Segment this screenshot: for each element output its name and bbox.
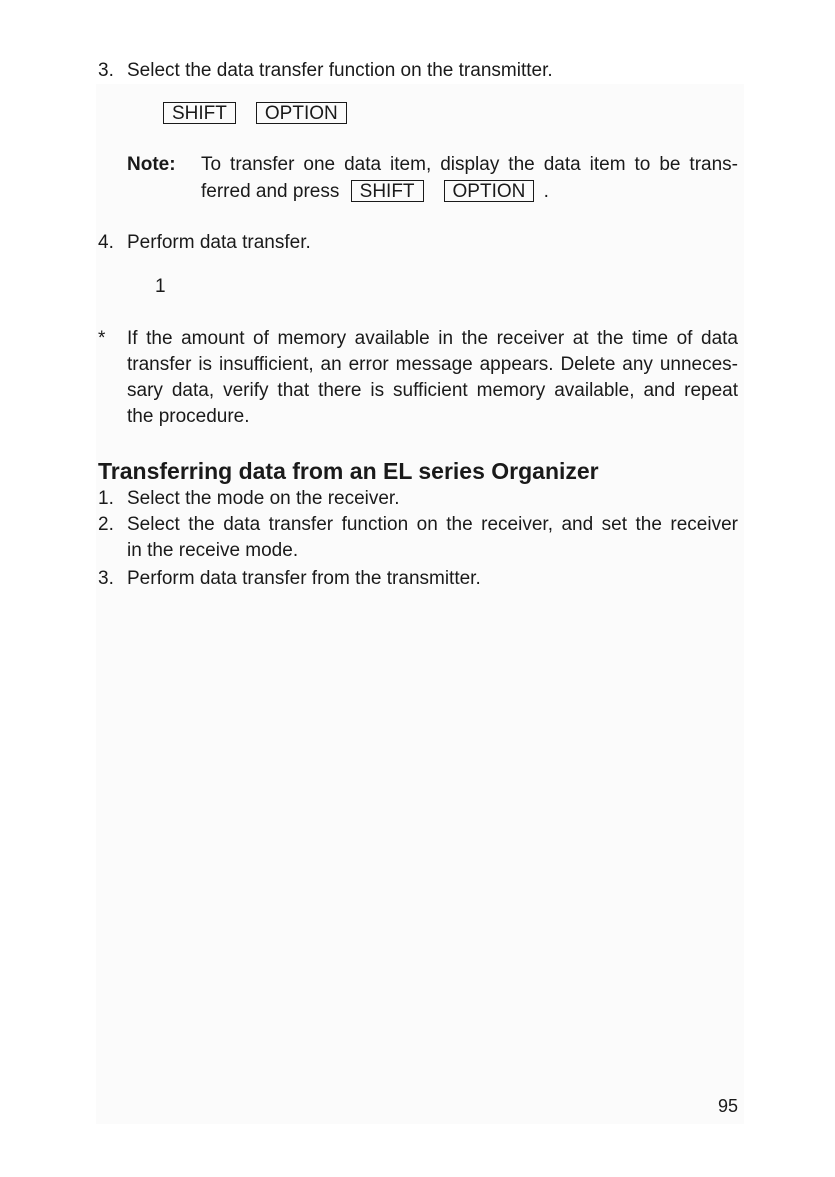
step-text: Select the data transfer function on the receiver, and set the receiver bbox=[127, 514, 738, 535]
note-line-1: To transfer one data item, display the data item to be trans- bbox=[201, 154, 738, 175]
step-number: 3. bbox=[98, 568, 114, 589]
section-step-2-line-2: in the receive mode. bbox=[127, 540, 299, 561]
key-sequence bbox=[163, 101, 351, 127]
shift-key: SHIFT bbox=[351, 180, 424, 202]
page-number: 95 bbox=[718, 1096, 739, 1116]
step-number: 1. bbox=[98, 488, 114, 509]
section-heading: Transferring data from an EL series Organizer bbox=[98, 458, 599, 484]
step-number: 3. bbox=[98, 60, 114, 81]
memory-note-line: If the amount of memory available in the receiver at the time of data bbox=[127, 328, 738, 349]
memory-note-line: the procedure. bbox=[127, 406, 250, 427]
option-key: OPTION bbox=[444, 180, 535, 202]
step-text: Select the mode on the receiver. bbox=[127, 488, 400, 509]
transfer-result: 1 bbox=[155, 276, 166, 297]
step-number: 4. bbox=[98, 232, 114, 253]
step-text: Perform data transfer. bbox=[127, 232, 311, 253]
note-line-2 bbox=[201, 179, 549, 205]
option-key: OPTION bbox=[256, 102, 347, 124]
step-number: 2. bbox=[98, 514, 114, 535]
note-line-2-text: ferred and press bbox=[201, 181, 340, 202]
note-period: . bbox=[543, 181, 549, 202]
memory-note-line: sary data, verify that there is sufficient memory available, and repeat bbox=[127, 380, 738, 401]
shift-key: SHIFT bbox=[163, 102, 236, 124]
step-text: Perform data transfer from the transmitter. bbox=[127, 568, 481, 589]
note-label: Note: bbox=[127, 154, 176, 175]
asterisk-marker: * bbox=[98, 328, 106, 349]
step-text: Select the data transfer function on the transmitter. bbox=[127, 60, 553, 81]
memory-note-line: transfer is insufficient, an error message appears. Delete any unneces- bbox=[127, 354, 738, 375]
